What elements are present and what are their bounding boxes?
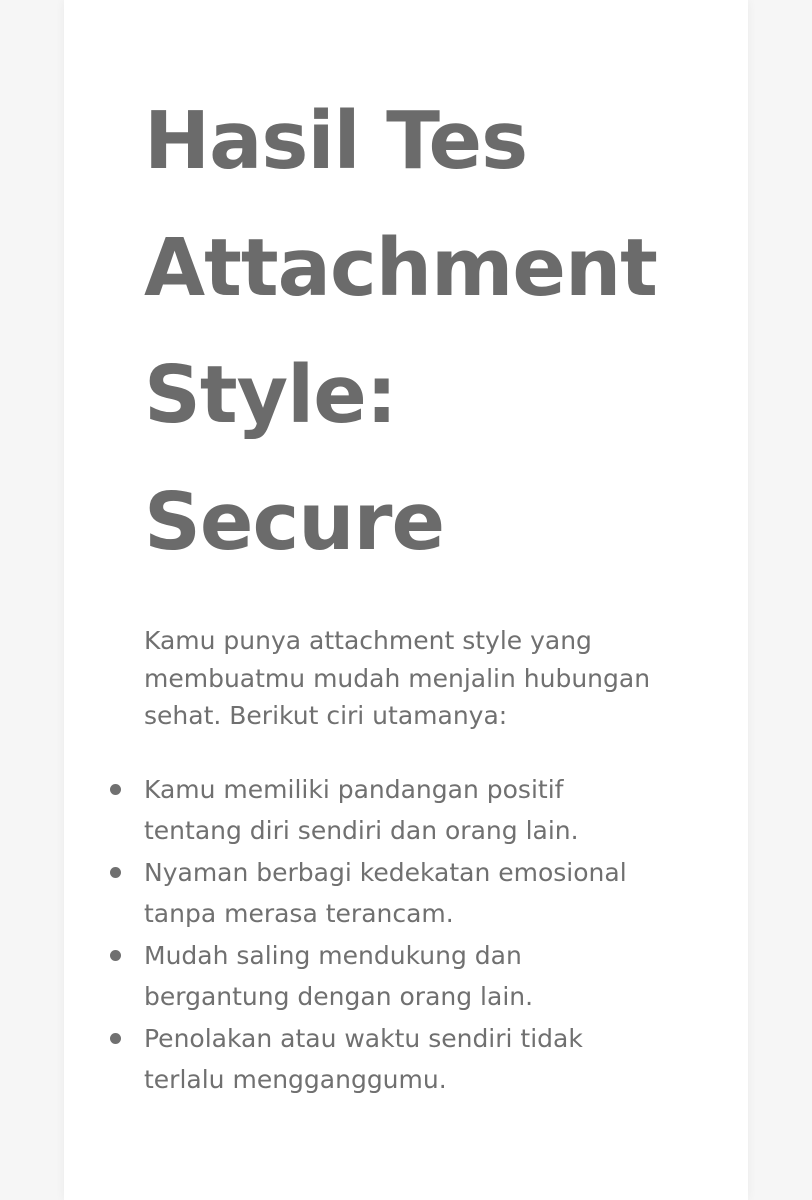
trait-item bbox=[144, 852, 664, 935]
bullet-icon bbox=[110, 1033, 121, 1044]
trait-item bbox=[144, 769, 664, 852]
result-intro: Kamu punya attachment style yang membuatmu mudah menjalin hubungan sehat. Berikut ciri utamanya: bbox=[144, 626, 651, 730]
trait-text: Penolakan atau waktu sendiri tidak terlalu mengganggumu. bbox=[144, 1023, 583, 1094]
trait-item bbox=[144, 1018, 664, 1101]
title-line: Attachment bbox=[144, 222, 657, 314]
title-line: Secure bbox=[144, 476, 445, 568]
title-line: Hasil Tes bbox=[144, 95, 528, 187]
title-line: Style: bbox=[144, 349, 397, 441]
bullet-icon bbox=[110, 867, 121, 878]
bullet-icon bbox=[110, 950, 121, 961]
result-content bbox=[144, 78, 734, 1101]
trait-item bbox=[144, 935, 664, 1018]
trait-text: Mudah saling mendukung dan bergantung dengan orang lain. bbox=[144, 940, 534, 1011]
trait-text: Nyaman berbagi kedekatan emosional tanpa merasa terancam. bbox=[144, 857, 627, 928]
traits-list bbox=[144, 769, 664, 1101]
result-title bbox=[144, 78, 734, 586]
trait-text: Kamu memiliki pandangan positif tentang diri sendiri dan orang lain. bbox=[144, 774, 579, 845]
result-card bbox=[64, 0, 748, 1200]
bullet-icon bbox=[110, 784, 121, 795]
